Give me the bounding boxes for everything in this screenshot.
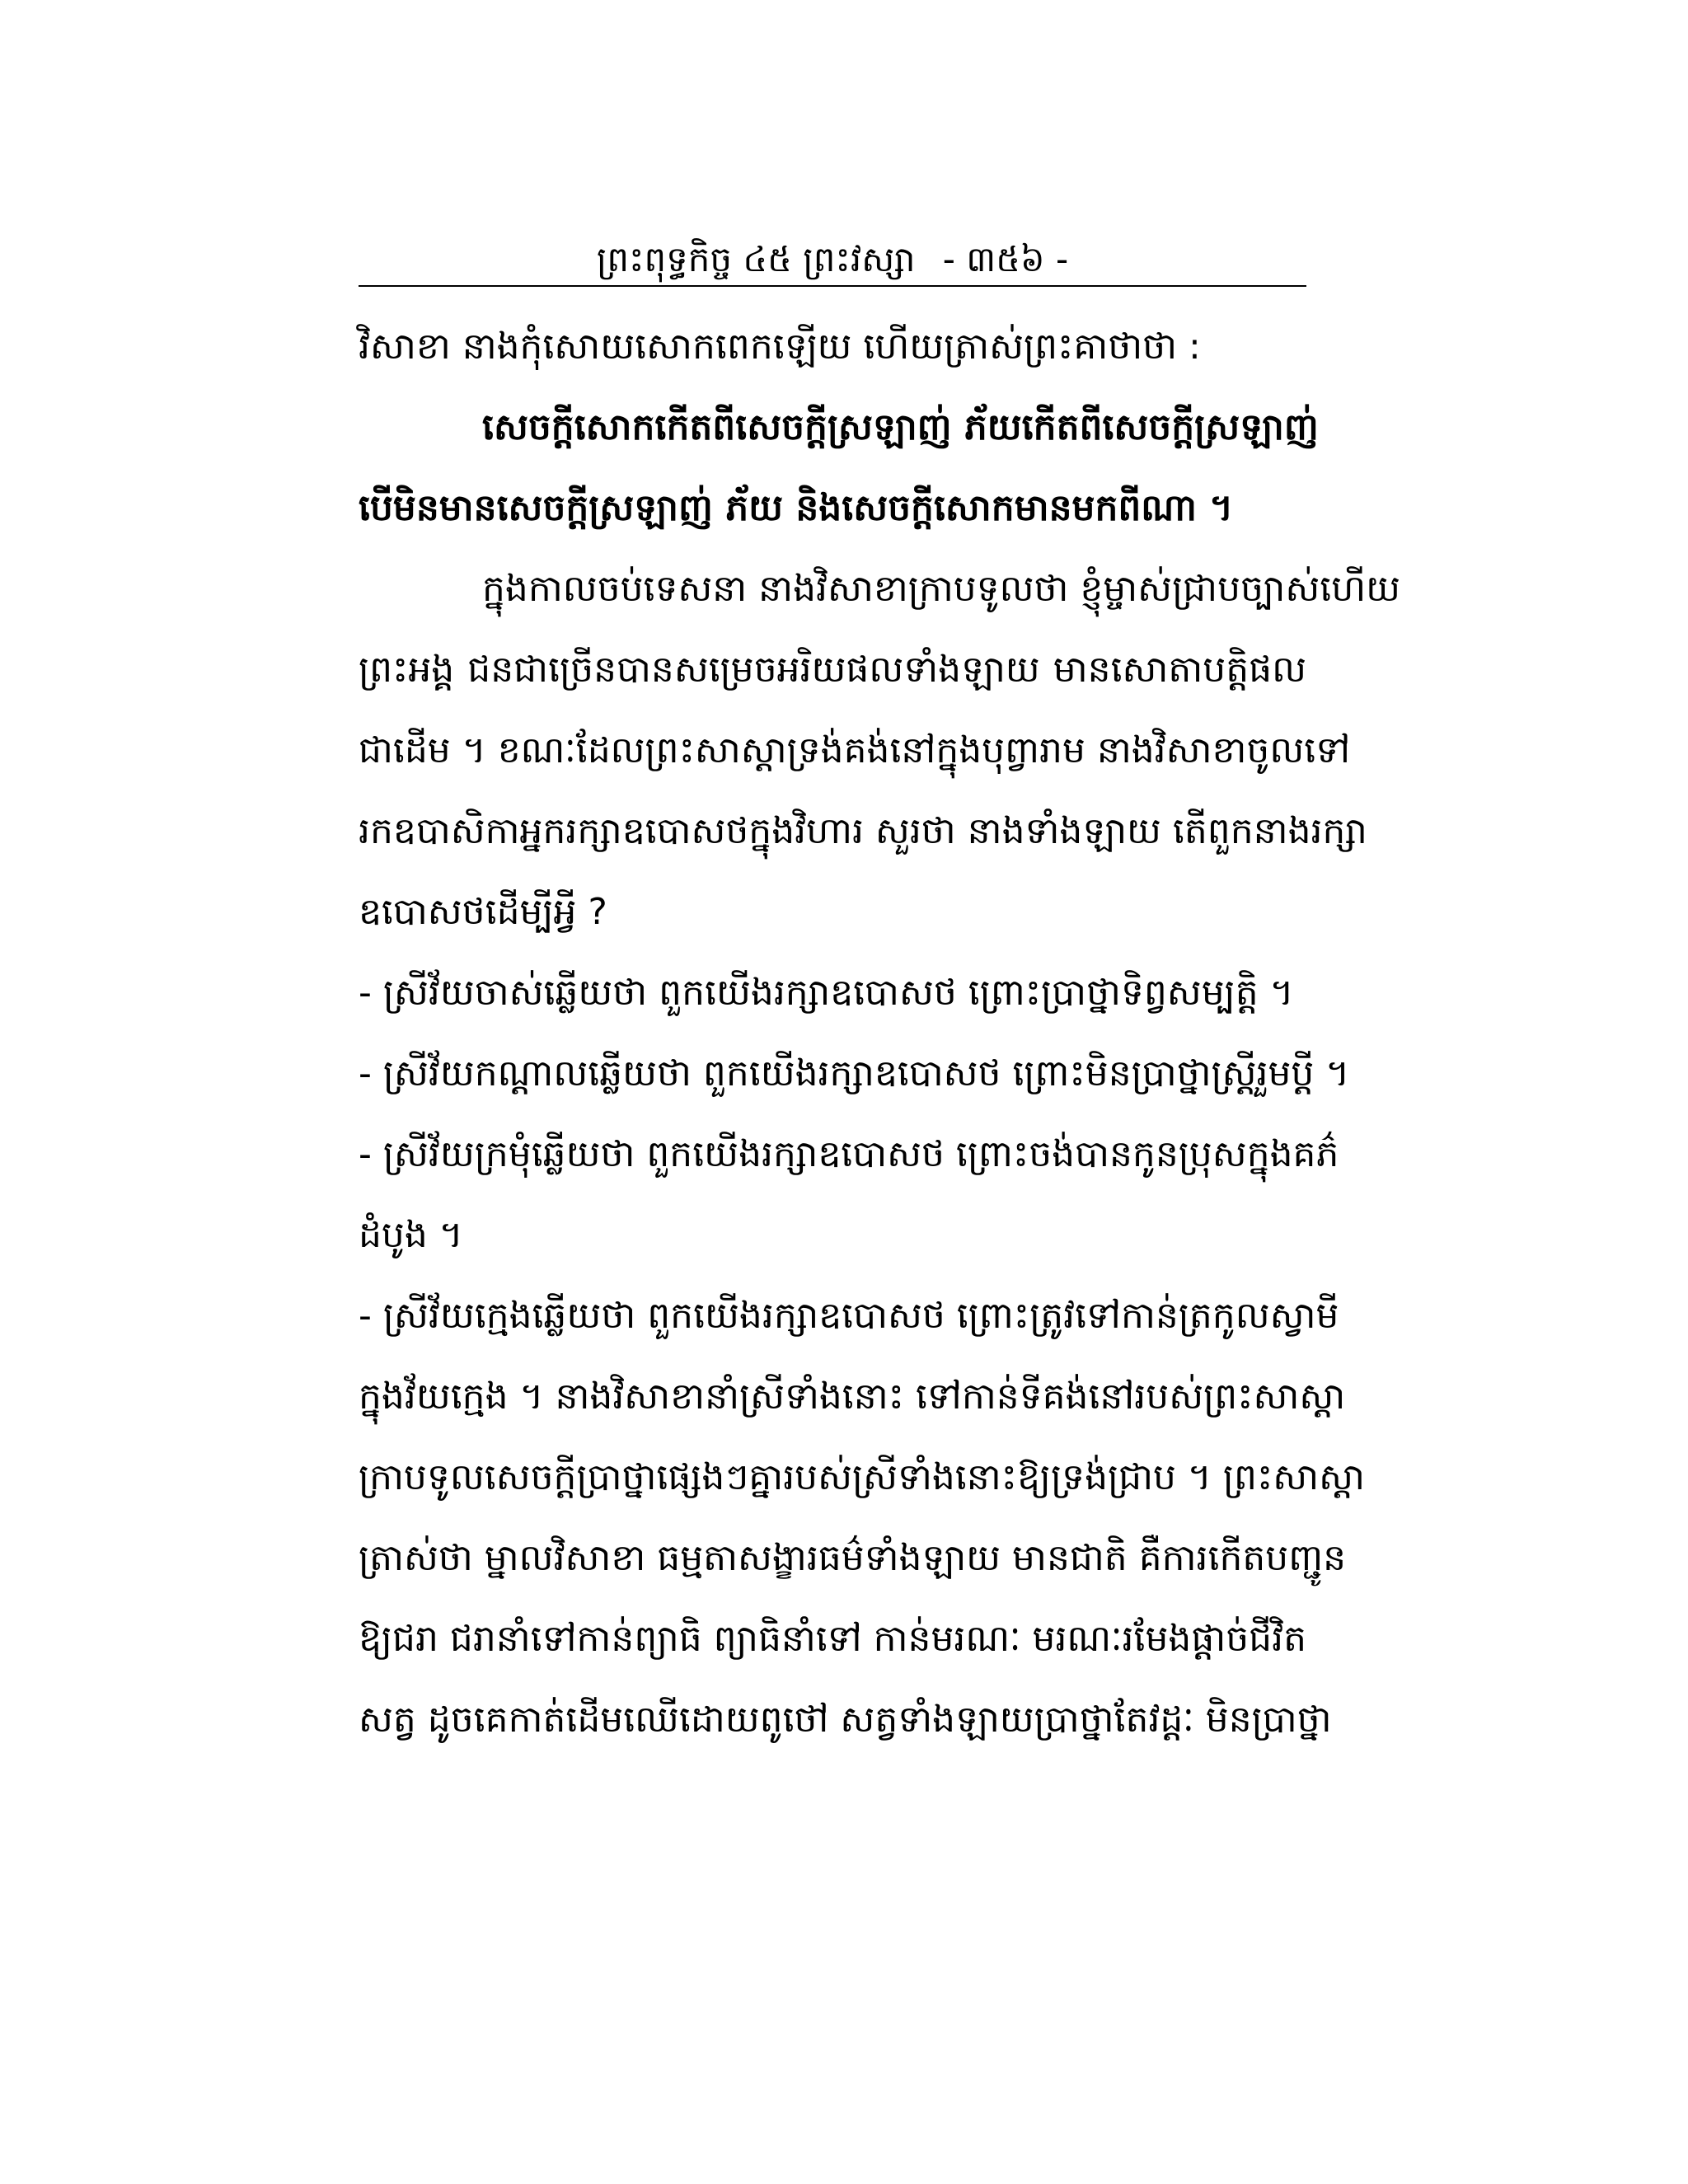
text-line: ក្នុងវ័យក្មេង ។ នាងវិសាខានាំស្រីទាំងនោះ ទៅកាន់ទីគង់នៅរបស់ព្រះសាស្ដា — [359, 1376, 1346, 1418]
text-line: ក្នុងកាលចប់ទេសនា នាងវិសាខាក្រាបទូលថា ខ្ញុំម្ចាស់ជ្រាបច្បាស់ហើយ — [482, 568, 1401, 610]
text-line: ត្រាស់ថា ម្នាលវិសាខា ធម្មតាសង្ខារធម៌ទាំងឡាយ មានជាតិ គឺការកើតបញ្ជូន — [359, 1537, 1347, 1579]
book-title: ព្រះពុទ្ធកិច្ច ៤៥ ព្រះវស្សា — [596, 239, 916, 279]
header-rule — [359, 285, 1306, 287]
text-line: ព្រះអង្គ ជនជាច្រើនបានសម្រេចអរិយផលទាំងឡាយ មានសោតាបត្តិផល — [359, 649, 1306, 691]
answer-line: - ស្រីវ័យចាស់ឆ្លើយថា ពួកយើងរក្សាឧបោសថ ព្រោះប្រាថ្នាទិព្វសម្បត្តិ ។ — [359, 972, 1294, 1014]
page-number: - ៣៥៦ - — [942, 239, 1069, 279]
body-text — [359, 307, 1401, 1760]
text-line: វិសាខា នាងកុំសោយសោកពេកឡើយ ហើយត្រាស់ព្រះគាថាថា : — [359, 326, 1201, 368]
answer-line: - ស្រីវ័យក្មេងឆ្លើយថា ពួកយើងរក្សាឧបោសថ ព្រោះត្រូវទៅកាន់ត្រកូលស្វាមី — [359, 1295, 1339, 1337]
verse-line: សេចក្ដីសោកកើតពីសេចក្ដីស្រឡាញ់ ភ័យកើតពីសេចក្ដីស្រឡាញ់ — [482, 406, 1319, 448]
text-line: រកឧបាសិកាអ្នករក្សាឧបោសថក្នុងវិហារ សួរថា នាងទាំងឡាយ តើពួកនាងរក្សា — [359, 810, 1367, 852]
text-line: ក្រាបទូលសេចក្ដីប្រាថ្នាផ្សេងៗគ្នារបស់ស្រីទាំងនោះឱ្យទ្រង់ជ្រាប ។ ព្រះសាស្ដា — [359, 1456, 1365, 1498]
text-line: ឧបោសថដើម្បីអ្វី ? — [359, 891, 607, 933]
running-header — [359, 235, 1306, 284]
text-line: ឱ្យជរា ជរានាំទៅកាន់ព្យាធិ ព្យាធិនាំទៅ កាន់មរណៈ មរណៈរមែងផ្ដាច់ជីវិត — [359, 1618, 1306, 1660]
text-line: ជាដើម ។ ខណៈដែលព្រះសាស្ដាទ្រង់គង់នៅក្នុងបុព្វារាម នាងវិសាខាចូលទៅ — [359, 729, 1351, 771]
answer-line: - ស្រីវ័យក្រមុំឆ្លើយថា ពួកយើងរក្សាឧបោសថ ព្រោះចង់បានកូនប្រុសក្នុងគភ៌ — [359, 1133, 1339, 1175]
text-line: ដំបូង ។ — [359, 1214, 463, 1256]
answer-line: - ស្រីវ័យកណ្ដាលឆ្លើយថា ពួកយើងរក្សាឧបោសថ ព្រោះមិនប្រាថ្នាស្ត្រីរួមប្ដី ។ — [359, 1052, 1350, 1094]
text-line: សត្វ ដូចគេកាត់ដើមឈើដោយពូថៅ សត្វទាំងឡាយប្រាថ្នាតែវដ្ដៈ មិនប្រាថ្នា — [359, 1699, 1332, 1741]
verse-line: បើមិនមានសេចក្ដីស្រឡាញ់ ភ័យ និងសេចក្ដីសោកមានមកពីណា ។ — [359, 487, 1234, 529]
